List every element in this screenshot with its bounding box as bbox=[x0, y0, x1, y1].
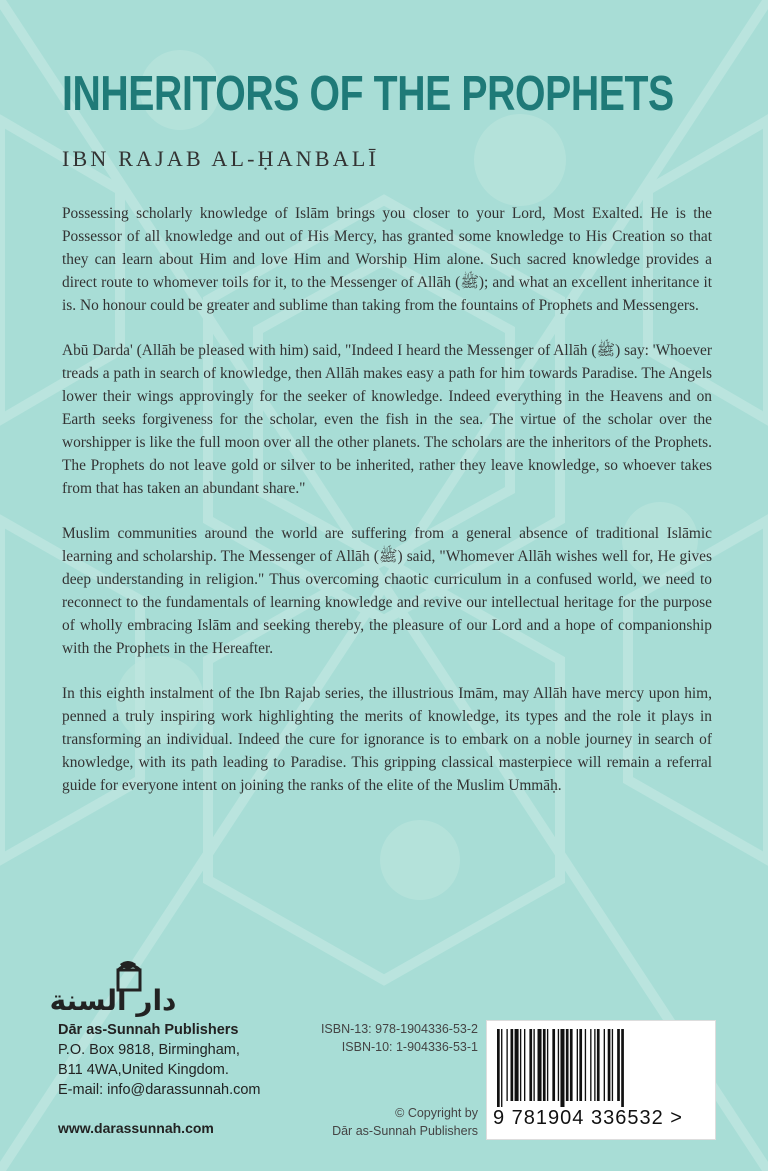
barcode-bar bbox=[529, 1029, 532, 1101]
copyright-line2: Dār as-Sunnah Publishers bbox=[332, 1124, 478, 1138]
barcode-bar bbox=[617, 1029, 620, 1101]
publisher-name: Dār as-Sunnah Publishers bbox=[58, 1022, 239, 1038]
barcode-bar bbox=[501, 1029, 502, 1107]
barcode-bar bbox=[538, 1029, 542, 1101]
publisher-address-line1: P.O. Box 9818, Birmingham, bbox=[58, 1042, 240, 1058]
barcode-bar bbox=[524, 1029, 525, 1101]
barcode-bar bbox=[590, 1029, 591, 1101]
publisher-email: E-mail: info@darassunnah.com bbox=[58, 1082, 261, 1098]
barcode-bar bbox=[621, 1029, 624, 1107]
blurb-text bbox=[62, 202, 712, 819]
isbn-barcode bbox=[486, 1020, 716, 1140]
blurb-paragraph: Abū Darda' (Allāh be pleased with him) said, "Indeed I heard the Messenger of Allāh (ﷺ) say: 'Whoever treads a path in search of knowledge, then Allāh makes easy a path for him towards Paradise. The Angels lower their wings approvingly for the seeker of knowledge. Indeed everything in the Heavens and on Earth seeks forgiveness for the scholar, even the fish in the sea. The virtue of the scholar over the worshipper is like the full moon over all the other planets. The scholars are the inheritors of the Prophets. The Prophets do not leave gold or silver to be inherited, rather they leave knowledge, so whoever takes from that has taken an abundant share." bbox=[62, 342, 712, 497]
barcode-digits: 9 781904 336532 > bbox=[493, 1107, 683, 1129]
barcode-bar bbox=[597, 1029, 600, 1101]
barcode-bar bbox=[543, 1029, 546, 1101]
barcode-bar bbox=[511, 1029, 514, 1101]
isbn-info bbox=[321, 1020, 478, 1056]
barcode-bar bbox=[570, 1029, 573, 1101]
isbn-10: ISBN-10: 1-904336-53-1 bbox=[341, 1040, 478, 1054]
publisher-logo bbox=[49, 958, 177, 1017]
barcode-bars bbox=[497, 1029, 705, 1107]
barcode-bar bbox=[566, 1029, 569, 1101]
barcode-bar bbox=[547, 1029, 548, 1101]
blurb-paragraph: Muslim communities around the world are suffering from a general absence of traditional Islāmic learning and scholarship. The Messenger of Allāh (ﷺ) said, "Whomever Allāh wishes well for, He gives deep understanding in religion." Thus overcoming chaotic curriculum in a confused world, we need to reconnect to the fundamentals of learning knowledge and revive our intellectual heritage for the purpose of wholly embracing Islām and seeking thereby, the pleasure of our Lord and a hope of companionship with the Prophets in the Hereafter. bbox=[62, 525, 712, 657]
barcode-bar bbox=[552, 1029, 555, 1101]
publisher-logo-text: دار السنة bbox=[49, 984, 177, 1017]
publisher-address-line2: B11 4WA,United Kingdom. bbox=[58, 1062, 229, 1078]
book-title: INHERITORS OF THE PROPHETS bbox=[62, 67, 674, 121]
blurb-paragraph: Possessing scholarly knowledge of Islām brings you closer to your Lord, Most Exalted. He is the Possessor of all knowledge and out of His Mercy, has granted some knowledge to His Creation so that they can learn about Him and love Him and Worship Him alone. Such sacred knowledge provides a direct route to whomever toils for it, to the Messenger of Allāh (ﷺ); and what an excellent inheritance it is. No honour could be greater and sublime than taking from the fountains of Prophets and Messengers. bbox=[62, 205, 712, 314]
barcode-bar bbox=[515, 1029, 519, 1101]
book-author: IBN RAJAB AL-ḤANBALĪ bbox=[62, 146, 379, 171]
barcode-bar bbox=[533, 1029, 534, 1101]
publisher-info bbox=[58, 1020, 261, 1100]
barcode-bar bbox=[520, 1029, 521, 1101]
publisher-website: www.darassunnah.com bbox=[58, 1120, 214, 1136]
barcode-bar bbox=[612, 1029, 613, 1101]
barcode-bar bbox=[594, 1029, 595, 1101]
barcode-bar bbox=[506, 1029, 507, 1101]
barcode-bar bbox=[579, 1029, 582, 1101]
barcode-bar bbox=[558, 1029, 559, 1101]
isbn-13: ISBN-13: 978-1904336-53-2 bbox=[320, 1022, 478, 1036]
blurb-paragraph: In this eighth instalment of the Ibn Rajab series, the illustrious Imām, may Allāh have mercy upon him, penned a truly inspiring work highlighting the merits of knowledge, its types and the role it plays in transforming an individual. Indeed the cure for ignorance is to embark on a noble journey in search of knowledge, with its path leading to Paradise. This gripping classical masterpiece will remain a referral guide for everyone intent on joining the ranks of the elite of the Muslim Ummāḥ. bbox=[62, 685, 712, 794]
barcode-bar bbox=[585, 1029, 586, 1101]
barcode-bar bbox=[497, 1029, 500, 1107]
copyright-line1: © Copyright by bbox=[395, 1106, 478, 1120]
barcode-bar bbox=[608, 1029, 611, 1101]
barcode-bar bbox=[560, 1029, 564, 1107]
barcode-bar bbox=[577, 1029, 578, 1101]
copyright-notice bbox=[332, 1104, 478, 1140]
barcode-bar bbox=[604, 1029, 605, 1101]
